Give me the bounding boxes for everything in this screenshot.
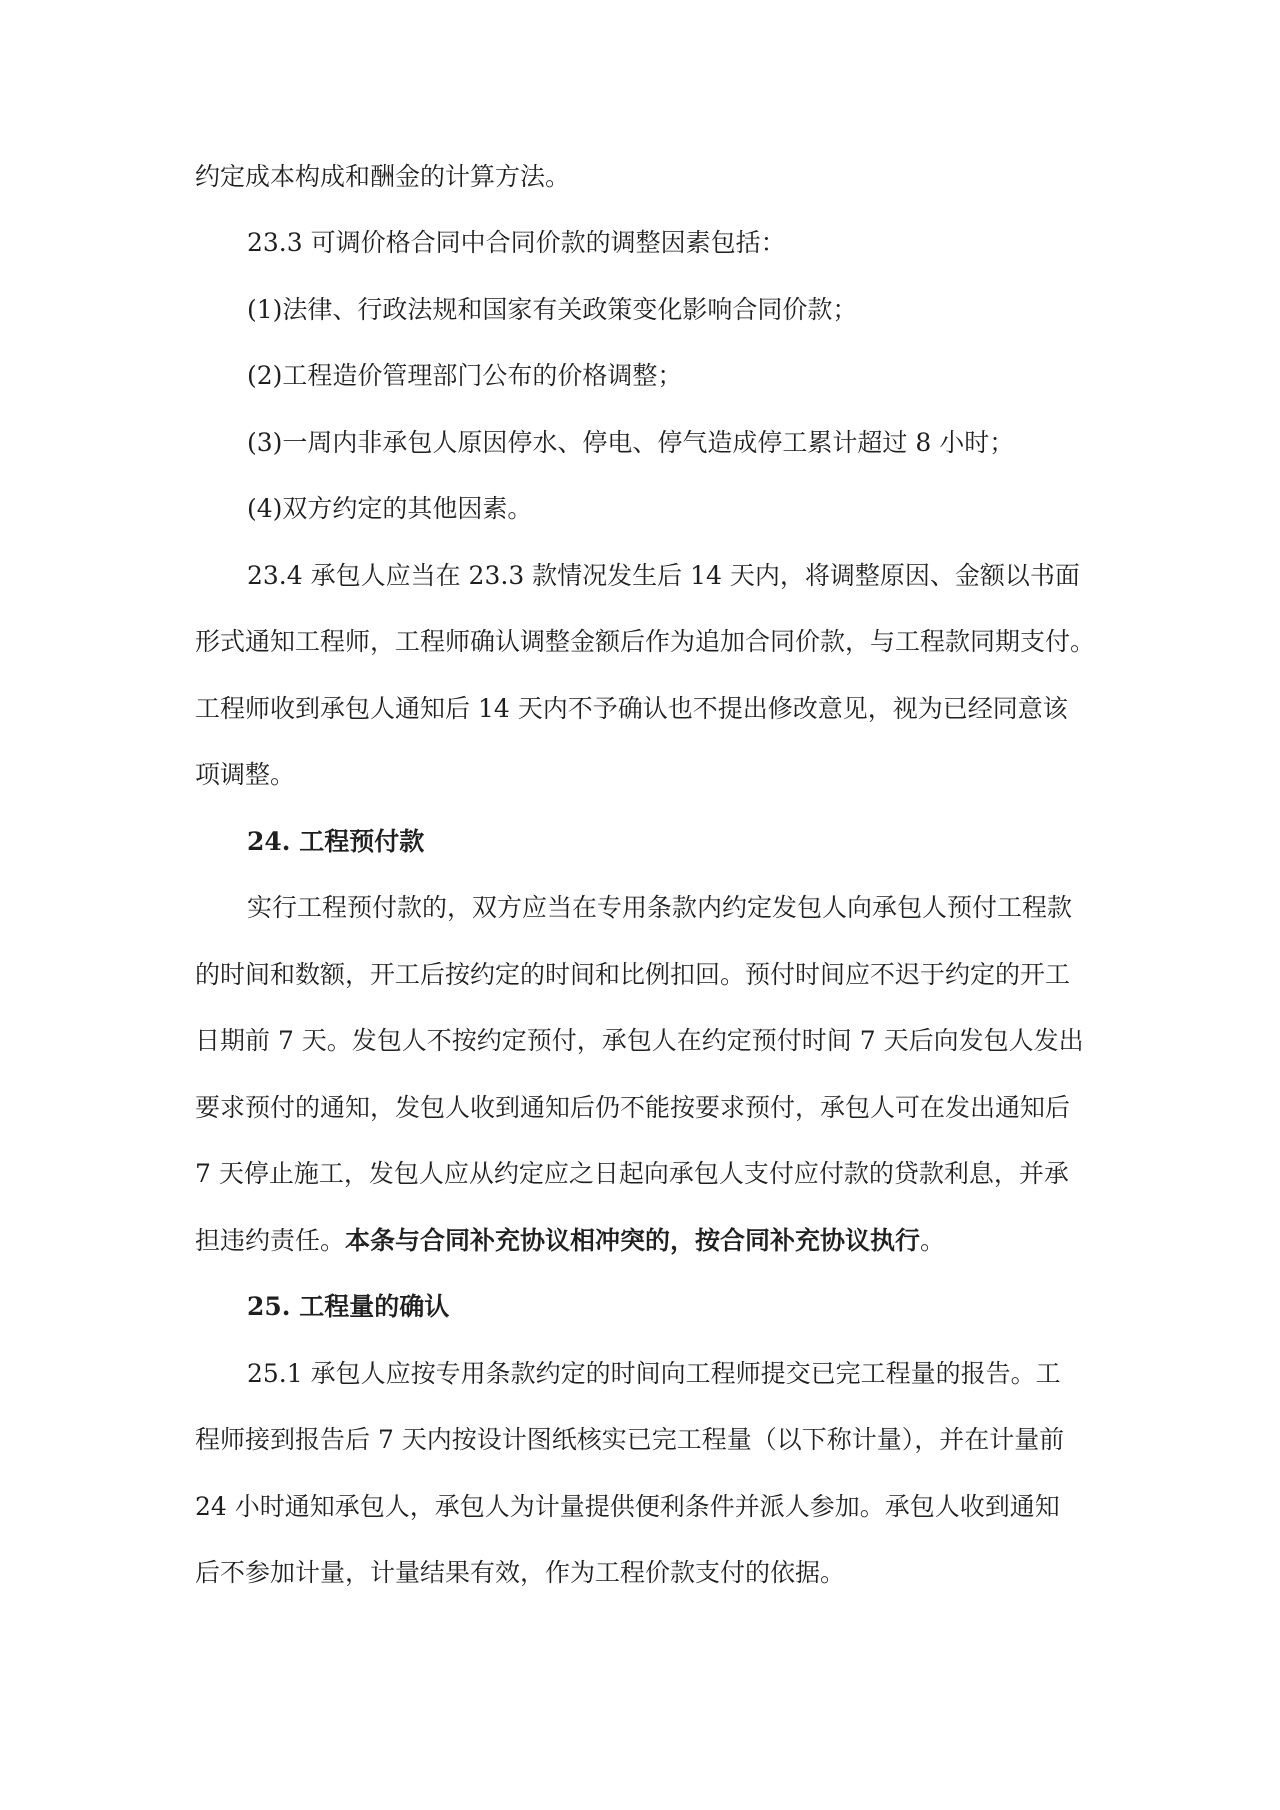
section-24-line-6-c: 。 — [920, 1226, 946, 1255]
clause-23-3-item-4: (4)双方约定的其他因素。 — [247, 494, 533, 523]
clause-23-3-item-2: (2)工程造价管理部门公布的价格调整； — [247, 361, 683, 390]
clause-23-3-item-3: (3)一周内非承包人原因停水、停电、停气造成停工累计超过 8 小时； — [247, 428, 1015, 457]
section-24-line-2: 的时间和数额，开工后按约定的时间和比例扣回。预付时间应不迟于约定的开工 — [195, 960, 1071, 989]
section-heading-25: 25. 工程量的确认 — [247, 1292, 450, 1321]
section-24-line-4: 要求预付的通知，发包人收到通知后仍不能按要求预付，承包人可在发出通知后 — [195, 1093, 1071, 1122]
paragraph-line: 约定成本构成和酬金的计算方法。 — [195, 162, 571, 191]
section-24-line-6 — [195, 1224, 945, 1258]
clause-23-4-line-2: 形式通知工程师，工程师确认调整金额后作为追加合同价款，与工程款同期支付。 — [195, 627, 1096, 656]
clause-23-4-line-4: 项调整。 — [195, 760, 296, 789]
clause-25-1-line-3: 24 小时通知承包人，承包人为计量提供便利条件并派人参加。承包人收到通知 — [195, 1492, 1060, 1521]
section-24-line-1: 实行工程预付款的，双方应当在专用条款内约定发包人向承包人预付工程款 — [247, 893, 1073, 922]
clause-23-4-line-1: 23.4 承包人应当在 23.3 款情况发生后 14 天内，将调整原因、金额以书面 — [247, 561, 1080, 590]
section-24-line-3: 日期前 7 天。发包人不按约定预付，承包人在约定预付时间 7 天后向发包人发出 — [195, 1026, 1084, 1055]
section-24-line-5: 7 天停止施工，发包人应从约定应之日起向承包人支付应付款的贷款利息，并承 — [195, 1159, 1069, 1188]
clause-23-3: 23.3 可调价格合同中合同价款的调整因素包括： — [247, 228, 786, 257]
clause-23-3-item-1: (1)法律、行政法规和国家有关政策变化影响合同价款； — [247, 295, 858, 324]
clause-25-1-line-2: 程师接到报告后 7 天内按设计图纸核实已完工程量（以下称计量），并在计量前 — [195, 1425, 1065, 1454]
clause-25-1-line-4: 后不参加计量，计量结果有效，作为工程价款支付的依据。 — [195, 1558, 846, 1587]
clause-25-1-line-1: 25.1 承包人应按专用条款约定的时间向工程师提交已完工程量的报告。工 — [247, 1359, 1061, 1388]
clause-23-4-line-3: 工程师收到承包人通知后 14 天内不予确认也不提出修改意见，视为已经同意该 — [195, 694, 1068, 723]
section-24-line-6-a: 担违约责任。 — [195, 1226, 346, 1255]
section-heading-24: 24. 工程预付款 — [247, 827, 425, 856]
section-24-bold-note: 本条与合同补充协议相冲突的，按合同补充协议执行 — [345, 1226, 921, 1255]
